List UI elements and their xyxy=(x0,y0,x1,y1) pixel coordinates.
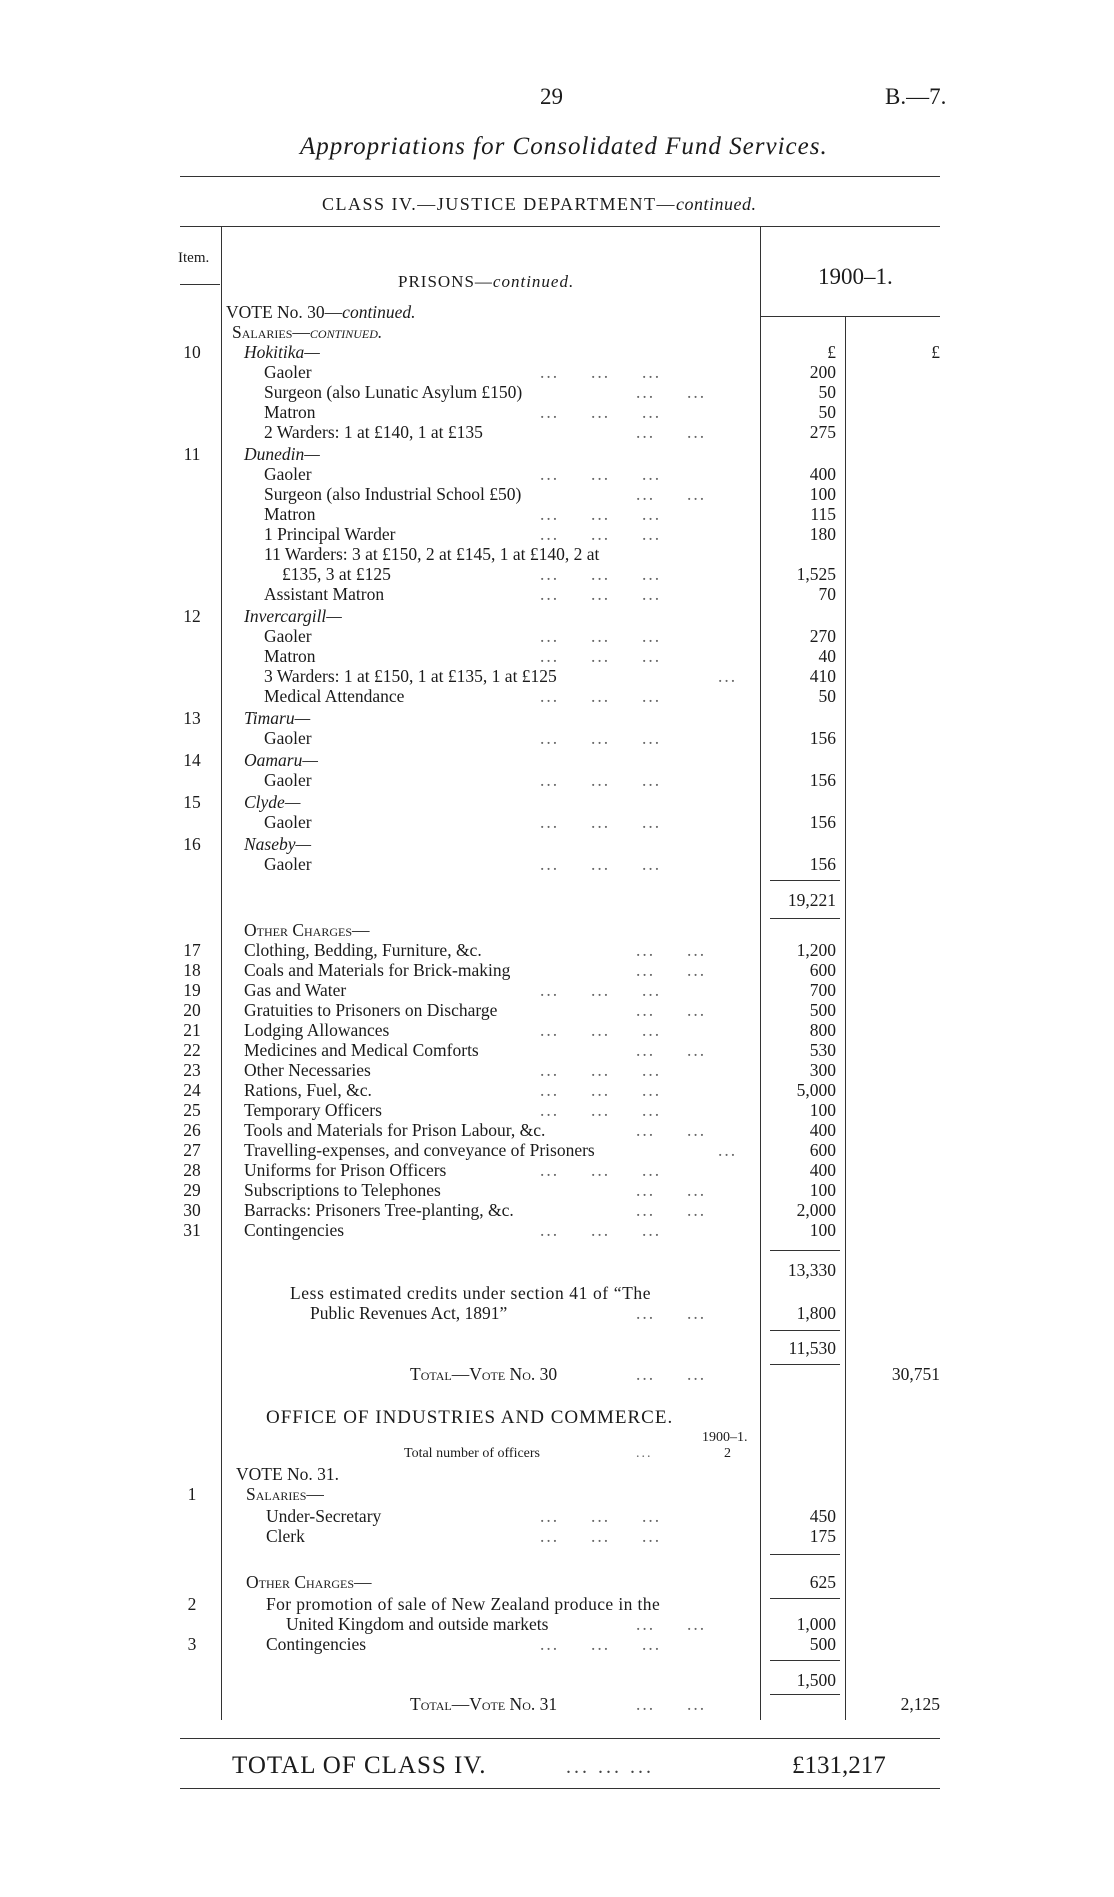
row-label: Gaoler xyxy=(264,728,312,748)
row-label-suffix: continued. xyxy=(342,302,416,322)
table-row xyxy=(0,1060,1114,1080)
item-number: 17 xyxy=(183,940,201,960)
table-row xyxy=(0,1260,1114,1280)
amount-cell: 450 xyxy=(809,1506,836,1526)
class-heading-suffix: continued. xyxy=(675,194,757,214)
table-row xyxy=(0,708,1114,728)
table-row xyxy=(0,1303,1114,1323)
leader-dots: ... ... ... xyxy=(540,728,662,748)
leader-dots: ... ... ... xyxy=(540,1220,662,1240)
row-label xyxy=(226,302,416,322)
leader-dots: ... ... xyxy=(636,1200,707,1220)
table-row xyxy=(0,1634,1114,1654)
table-row xyxy=(0,584,1114,604)
leader-dots: ... ... xyxy=(636,1364,707,1384)
item-number: 10 xyxy=(183,342,201,362)
amount-cell: 180 xyxy=(809,524,836,544)
item-number: 14 xyxy=(183,750,201,770)
amount-cell: 156 xyxy=(809,770,836,790)
row-label: Naseby— xyxy=(244,834,312,854)
row-label: 1 Principal Warder xyxy=(264,524,396,544)
grand-total-amount: £131,217 xyxy=(792,1752,886,1779)
leader-dots: ... ... ... xyxy=(540,362,662,382)
page-title: Appropriations for Consolidated Fund Services. xyxy=(300,133,828,160)
item-column-header: Item. xyxy=(178,250,210,266)
section-heading xyxy=(398,272,574,292)
subtotal-cell: 13,330 xyxy=(787,1260,836,1280)
table-row xyxy=(0,940,1114,960)
amount-cell: 700 xyxy=(809,980,836,1000)
row-label: 11 Warders: 3 at £150, 2 at £145, 1 at £140, 2 at xyxy=(264,544,600,564)
class-heading xyxy=(322,194,756,215)
grand-total-label: TOTAL OF CLASS IV. xyxy=(232,1752,487,1779)
item-number: 26 xyxy=(183,1120,201,1140)
table-row xyxy=(0,564,1114,584)
table-row xyxy=(0,1464,1114,1484)
year-column-header: 1900–1. xyxy=(818,264,893,289)
item-number: 3 xyxy=(187,1634,197,1654)
leader-dots: ... ... ... xyxy=(540,464,662,484)
row-label: Public Revenues Act, 1891” xyxy=(310,1303,508,1323)
subtotal-rule xyxy=(770,1554,840,1555)
grand-total-top-rule xyxy=(180,1738,940,1739)
row-label: OFFICE OF INDUSTRIES AND COMMERCE. xyxy=(266,1407,674,1428)
amount-cell: 100 xyxy=(809,484,836,504)
table-row xyxy=(0,1040,1114,1060)
table-row xyxy=(0,322,1114,342)
amount-cell: 270 xyxy=(809,626,836,646)
amount-cell: 500 xyxy=(809,1634,836,1654)
table-row xyxy=(0,750,1114,770)
table-row xyxy=(0,792,1114,812)
item-number: 27 xyxy=(183,1140,201,1160)
amount-cell: 2,000 xyxy=(796,1200,836,1220)
row-label: Lodging Allowances xyxy=(244,1020,390,1040)
leader-dots: ... ... xyxy=(636,1040,707,1060)
leader-dots: ... ... ... xyxy=(540,1634,662,1654)
amount-cell: 800 xyxy=(809,1020,836,1040)
grand-total-leader-dots: ... ... ... xyxy=(566,1756,654,1778)
subtotal-rule xyxy=(770,880,840,881)
table-row xyxy=(0,362,1114,382)
row-label: Other Charges— xyxy=(246,1572,372,1592)
item-number: 13 xyxy=(183,708,201,728)
subtotal-cell: 19,221 xyxy=(787,890,836,910)
table-row xyxy=(0,1338,1114,1358)
amount-cell: 400 xyxy=(809,1160,836,1180)
table-row xyxy=(0,1200,1114,1220)
row-label: Gaoler xyxy=(264,362,312,382)
leader-dots: ... ... ... xyxy=(540,1080,662,1100)
row-label: Medical Attendance xyxy=(264,686,405,706)
subtotal-cell: 625 xyxy=(809,1572,836,1592)
table-row xyxy=(0,504,1114,524)
row-label: Barracks: Prisoners Tree-planting, &c. xyxy=(244,1200,514,1220)
table-row xyxy=(0,302,1114,322)
section-heading-suffix: continued. xyxy=(492,272,575,291)
row-label: Surgeon (also Lunatic Asylum £150) xyxy=(264,382,523,402)
table-row xyxy=(0,1140,1114,1160)
row-label: 1900–1. xyxy=(702,1430,748,1445)
amount-cell: 530 xyxy=(809,1040,836,1060)
table-row xyxy=(0,544,1114,564)
leader-dots: ... ... xyxy=(636,1694,707,1714)
table-row xyxy=(0,464,1114,484)
table-row xyxy=(0,1000,1114,1020)
table-row xyxy=(0,1572,1114,1592)
amount-cell: 115 xyxy=(810,504,836,524)
leader-dots: ... ... xyxy=(636,422,707,442)
item-number: 23 xyxy=(183,1060,201,1080)
amount-cell: 40 xyxy=(818,646,836,666)
row-label: Matron xyxy=(264,402,316,422)
row-label: Clyde— xyxy=(244,792,301,812)
table-row xyxy=(0,444,1114,464)
row-label: Gaoler xyxy=(264,464,312,484)
amount-cell: 50 xyxy=(818,382,836,402)
leader-dots: ... ... xyxy=(636,382,707,402)
item-number: 12 xyxy=(183,606,201,626)
row-label: Oamaru— xyxy=(244,750,318,770)
table-row xyxy=(0,1220,1114,1240)
amount-cell: 100 xyxy=(809,1220,836,1240)
document-reference: B.—7. xyxy=(885,84,947,109)
leader-dots: ... ... xyxy=(636,940,707,960)
leader-dots: ... ... xyxy=(636,1614,707,1634)
table-row xyxy=(0,1100,1114,1120)
row-label: Timaru— xyxy=(244,708,311,728)
row-label: Clerk xyxy=(266,1526,305,1546)
leader-dots: ... ... ... xyxy=(540,402,662,422)
row-label: Other Necessaries xyxy=(244,1060,371,1080)
table-row xyxy=(0,1160,1114,1180)
amount-cell: 50 xyxy=(818,686,836,706)
row-label: Gaoler xyxy=(264,812,312,832)
amount-cell: 100 xyxy=(809,1180,836,1200)
amount-cell: 175 xyxy=(809,1526,836,1546)
amount-cell: 156 xyxy=(809,854,836,874)
leader-dots: ... ... xyxy=(636,960,707,980)
leader-dots: ... ... ... xyxy=(540,770,662,790)
row-label: Total—Vote No. 31 xyxy=(410,1694,558,1714)
subtotal-rule xyxy=(770,1660,840,1661)
row-label: Contingencies xyxy=(266,1634,367,1654)
amount-cell: 100 xyxy=(809,1100,836,1120)
leader-dots: ... ... ... xyxy=(540,524,662,544)
row-label-main: VOTE No. 30— xyxy=(226,302,343,322)
table-row xyxy=(0,646,1114,666)
leader-dots: ... ... ... xyxy=(540,626,662,646)
table-row xyxy=(0,666,1114,686)
vote-total-cell: £ xyxy=(931,342,940,362)
table-row xyxy=(0,920,1114,940)
leader-dots: ... ... ... xyxy=(540,1100,662,1120)
leader-dots: ... xyxy=(636,1446,653,1461)
officer-count: 2 xyxy=(724,1446,731,1461)
table-row xyxy=(0,1594,1114,1614)
row-label: Matron xyxy=(264,504,316,524)
row-label-main: Salaries— xyxy=(232,322,310,342)
item-number: 11 xyxy=(183,444,201,464)
row-label-suffix: continued. xyxy=(309,322,383,342)
table-row xyxy=(0,342,1114,362)
item-number: 2 xyxy=(187,1594,197,1614)
item-number: 20 xyxy=(183,1000,201,1020)
subtotal-rule xyxy=(770,1330,840,1331)
section-heading-main: PRISONS— xyxy=(398,272,493,291)
leader-dots: ... ... ... xyxy=(540,504,662,524)
item-number: 15 xyxy=(183,792,201,812)
leader-dots: ... ... xyxy=(636,484,707,504)
table-row xyxy=(0,1526,1114,1546)
row-label: Other Charges— xyxy=(244,920,370,940)
item-number: 18 xyxy=(183,960,201,980)
amount-cell: 400 xyxy=(809,1120,836,1140)
amount-cell: 1,000 xyxy=(796,1614,836,1634)
table-row xyxy=(0,422,1114,442)
amount-cell: £ xyxy=(827,342,836,362)
table-row xyxy=(0,1020,1114,1040)
amount-cell: 5,000 xyxy=(796,1080,836,1100)
table-row xyxy=(0,382,1114,402)
table-row xyxy=(0,980,1114,1000)
amount-cell: 600 xyxy=(809,960,836,980)
amount-cell: 410 xyxy=(809,666,836,686)
leader-dots: ... ... ... xyxy=(540,980,662,1000)
leader-dots: ... ... xyxy=(636,1180,707,1200)
leader-dots: ... ... ... xyxy=(540,584,662,604)
leader-dots: ... ... ... xyxy=(540,854,662,874)
row-label: Gas and Water xyxy=(244,980,347,1000)
item-number: 29 xyxy=(183,1180,201,1200)
table-row xyxy=(0,402,1114,422)
item-number: 22 xyxy=(183,1040,201,1060)
subtotal-cell: 1,500 xyxy=(796,1670,836,1690)
row-label xyxy=(232,322,382,342)
amount-cell: 500 xyxy=(809,1000,836,1020)
leader-dots: ... ... ... xyxy=(540,686,662,706)
amount-cell: 50 xyxy=(818,402,836,422)
row-label: Matron xyxy=(264,646,316,666)
table-row xyxy=(0,1408,1114,1428)
table-top-rule xyxy=(180,226,940,227)
item-number: 28 xyxy=(183,1160,201,1180)
item-number: 24 xyxy=(183,1080,201,1100)
amount-cell: 156 xyxy=(809,728,836,748)
table-row xyxy=(0,770,1114,790)
amount-cell: 200 xyxy=(809,362,836,382)
row-label: Contingencies xyxy=(244,1220,345,1240)
row-label: Travelling-expenses, and conveyance of Prisoners xyxy=(244,1140,595,1160)
table-row xyxy=(0,686,1114,706)
table-row xyxy=(0,1364,1114,1384)
table-row xyxy=(0,1080,1114,1100)
row-label: Dunedin— xyxy=(244,444,320,464)
item-number: 16 xyxy=(183,834,201,854)
item-number: 31 xyxy=(183,1220,201,1240)
table-row xyxy=(0,606,1114,626)
leader-dots: ... ... xyxy=(636,1000,707,1020)
row-label: Less estimated credits under section 41 of “The xyxy=(290,1283,652,1303)
row-label: Salaries— xyxy=(246,1484,324,1504)
amount-cell: 1,800 xyxy=(796,1303,836,1323)
row-label: Clothing, Bedding, Furniture, &c. xyxy=(244,940,482,960)
item-number: 25 xyxy=(183,1100,201,1120)
table-row xyxy=(0,1614,1114,1634)
item-number: 19 xyxy=(183,980,201,1000)
row-label: Under-Secretary xyxy=(266,1506,382,1526)
leader-dots: ... xyxy=(718,1140,738,1160)
row-label: Uniforms for Prison Officers xyxy=(244,1160,447,1180)
subtotal-rule xyxy=(770,1598,840,1599)
row-label: Gaoler xyxy=(264,854,312,874)
row-label: United Kingdom and outside markets xyxy=(286,1614,549,1634)
row-label: Gratuities to Prisoners on Discharge xyxy=(244,1000,498,1020)
leader-dots: ... ... ... xyxy=(540,564,662,584)
table-row xyxy=(0,890,1114,910)
row-label: Total—Vote No. 30 xyxy=(410,1364,558,1384)
item-number: 1 xyxy=(187,1484,197,1504)
amount-cell: 1,525 xyxy=(796,564,836,584)
amount-cell: 156 xyxy=(809,812,836,832)
table-row xyxy=(0,1506,1114,1526)
leader-dots: ... ... ... xyxy=(540,1160,662,1180)
table-row xyxy=(0,626,1114,646)
page-number: 29 xyxy=(540,84,563,109)
class-heading-main: CLASS IV.—JUSTICE DEPARTMENT— xyxy=(322,194,676,214)
row-label: Assistant Matron xyxy=(264,584,385,604)
row-label: Temporary Officers xyxy=(244,1100,382,1120)
row-label: Tools and Materials for Prison Labour, &c. xyxy=(244,1120,546,1140)
leader-dots: ... ... ... xyxy=(540,1526,662,1546)
row-label: Gaoler xyxy=(264,770,312,790)
leader-dots: ... xyxy=(718,666,738,686)
amount-cell: 400 xyxy=(809,464,836,484)
table-row xyxy=(0,1484,1114,1504)
table-row xyxy=(0,1120,1114,1140)
grand-total-bottom-rule xyxy=(180,1788,940,1789)
table-row xyxy=(0,960,1114,980)
leader-dots: ... ... xyxy=(636,1303,707,1323)
row-label: Hokitika— xyxy=(244,342,320,362)
table-row xyxy=(0,524,1114,544)
row-label: Total number of officers xyxy=(404,1446,540,1461)
item-header-rule xyxy=(180,284,220,285)
row-label: Coals and Materials for Brick-making xyxy=(244,960,511,980)
table-row xyxy=(0,728,1114,748)
subtotal-cell: 11,530 xyxy=(788,1338,836,1358)
amount-cell: 1,200 xyxy=(796,940,836,960)
table-row xyxy=(0,834,1114,854)
subtotal-rule xyxy=(770,918,840,919)
row-label: 2 Warders: 1 at £140, 1 at £135 xyxy=(264,422,483,442)
table-row xyxy=(0,1283,1114,1303)
vote-total-cell: 30,751 xyxy=(891,1364,940,1384)
leader-dots: ... ... ... xyxy=(540,1506,662,1526)
row-label: Medicines and Medical Comforts xyxy=(244,1040,479,1060)
row-label: Subscriptions to Telephones xyxy=(244,1180,441,1200)
amount-cell: 600 xyxy=(809,1140,836,1160)
amount-cell: 300 xyxy=(809,1060,836,1080)
leader-dots: ... ... ... xyxy=(540,1020,662,1040)
row-label: Invercargill— xyxy=(244,606,342,626)
table-row xyxy=(0,484,1114,504)
table-row xyxy=(0,1444,1114,1464)
leader-dots: ... ... ... xyxy=(540,812,662,832)
table-row xyxy=(0,1670,1114,1690)
row-label: Rations, Fuel, &c. xyxy=(244,1080,372,1100)
title-rule xyxy=(180,176,940,177)
row-label: 3 Warders: 1 at £150, 1 at £135, 1 at £125 xyxy=(264,666,557,686)
row-label: Gaoler xyxy=(264,626,312,646)
subtotal-rule xyxy=(770,1250,840,1251)
vote-total-cell: 2,125 xyxy=(900,1694,940,1714)
row-label: Surgeon (also Industrial School £50) xyxy=(264,484,522,504)
item-number: 30 xyxy=(183,1200,201,1220)
amount-cell: 70 xyxy=(818,584,836,604)
row-label: For promotion of sale of New Zealand produce in the xyxy=(266,1594,661,1614)
table-row xyxy=(0,812,1114,832)
amount-cell: 275 xyxy=(809,422,836,442)
table-row xyxy=(0,854,1114,874)
leader-dots: ... ... ... xyxy=(540,1060,662,1080)
leader-dots: ... ... xyxy=(636,1120,707,1140)
table-row xyxy=(0,1180,1114,1200)
row-label: £135, 3 at £125 xyxy=(282,564,391,584)
table-row xyxy=(0,1694,1114,1714)
row-label: VOTE No. 31. xyxy=(236,1464,340,1484)
leader-dots: ... ... ... xyxy=(540,646,662,666)
item-number: 21 xyxy=(183,1020,201,1040)
